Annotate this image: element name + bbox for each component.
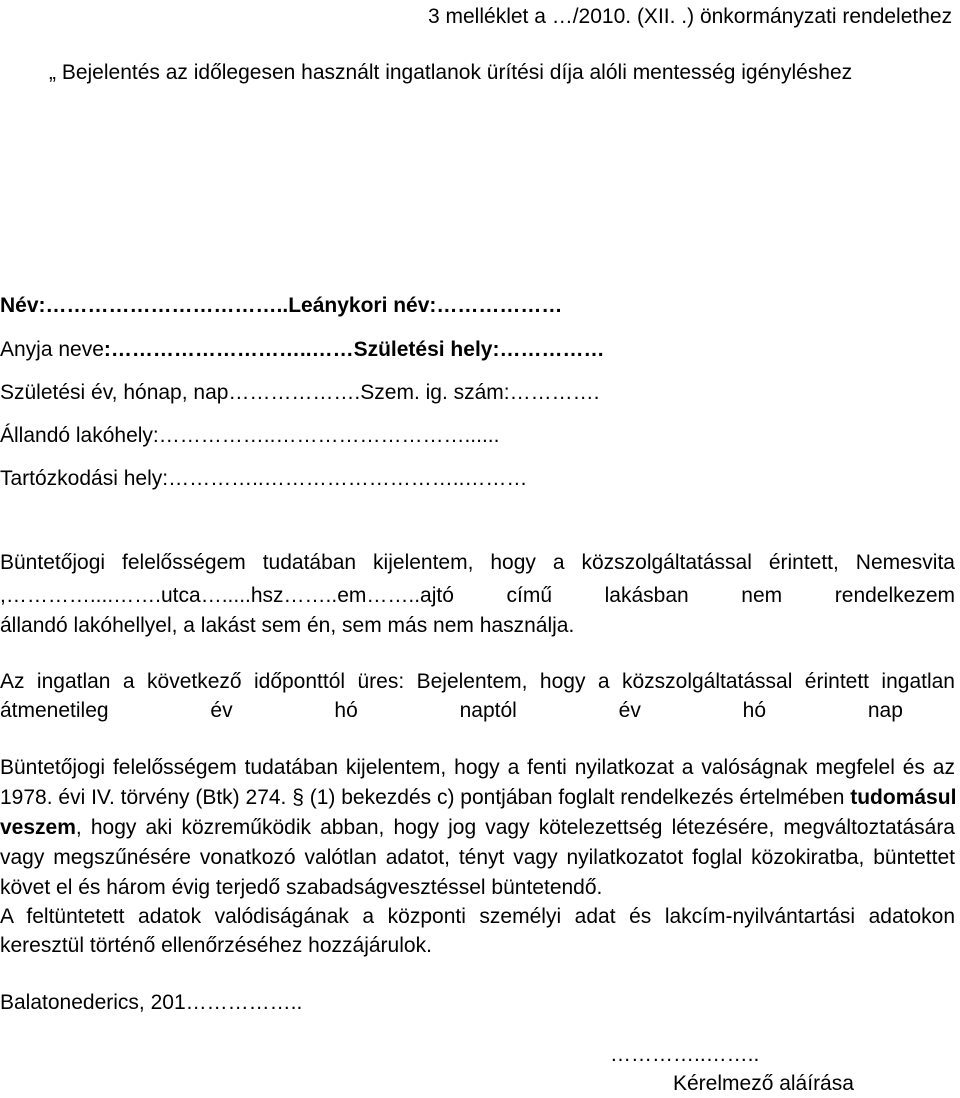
- declaration1-line2: ,…………....…….utca….....hsz……..em……..ajtó című lakásban nem rendelkezem: [0, 584, 955, 607]
- declaration3-line5: követ el és három évig terjedő szabadságvesztéssel büntetendő.: [0, 876, 603, 899]
- declaration2-line1: Az ingatlan a következő időponttól üres: Bejelentem, hogy a közszolgáltatással érintett ingatlan: [0, 670, 955, 693]
- declaration3-acknowledge-word: tudomásul: [850, 786, 957, 809]
- place-date: Balatonederics, 201……………..: [0, 991, 303, 1014]
- declaration3-line2-text: 1978. évi IV. törvény (Btk) 274. § (1) bekezdés c) pontjában foglalt rendelkezés értelmében: [0, 786, 845, 809]
- field-mother-name: [0, 338, 604, 362]
- declaration2-line2: átmenetileg év hó naptól év hó nap: [0, 699, 903, 722]
- declaration1-line3: állandó lakóhellyel, a lakást sem én, sem más nem használja.: [0, 614, 575, 637]
- declaration3-line3: [0, 816, 955, 840]
- annex-reference: 3 melléklet a …/2010. (XII. .) önkormányzati rendelethez: [428, 5, 953, 28]
- mother-birthplace-line: :………………………..……Születési hely:……………: [103, 338, 605, 361]
- declaration3-line6: A feltüntetett adatok valódiságának a központi személyi adat és lakcím-nyilvántartási adatokon: [0, 905, 955, 928]
- name-maiden-line: :……………………………..Leánykori név:………………: [38, 294, 563, 317]
- field-permanent-address: Állandó lakóhely:……………..………………………......: [0, 424, 500, 447]
- declaration3-line1: Büntetőjogi felelősségem tudatában kijelentem, hogy a fenti nyilatkozat a valóságnak megfelel és az: [0, 756, 955, 779]
- document-title: „ Bejelentés az időlegesen használt ingatlanok ürítési díja alóli mentesség igényléshez: [49, 61, 853, 84]
- field-name: [0, 294, 562, 318]
- declaration1-line1: Büntetőjogi felelősségem tudatában kijelentem, hogy a közszolgáltatással érintett, Nemesvita: [0, 551, 955, 574]
- declaration3-line2: [0, 786, 955, 810]
- field-birth-date: Születési év, hónap, nap……………….Szem. ig. szám:………….: [0, 381, 600, 404]
- declaration3-line3-text: , hogy aki közreműködik abban, hogy jog vagy kötelezettség létezésére, megváltoztatására: [75, 816, 955, 839]
- declaration3-take-word: veszem: [0, 816, 76, 839]
- declaration3-line4: vagy megszűnésére vonatkozó valótlan adatot, tényt vagy nyilatkozatot foglal közokiratba, büntettet: [0, 846, 955, 869]
- name-label: Név: [0, 294, 39, 317]
- declaration3-line7: keresztül történő ellenőrzéséhez hozzájárulok.: [0, 934, 432, 957]
- signature-label: Kérelmező aláírása: [673, 1072, 854, 1095]
- signature-line: …………..……..: [610, 1043, 760, 1066]
- field-residence: Tartózkodási hely:…………..………………………..………: [0, 467, 528, 490]
- mother-name-label: Anyja neve: [0, 338, 104, 361]
